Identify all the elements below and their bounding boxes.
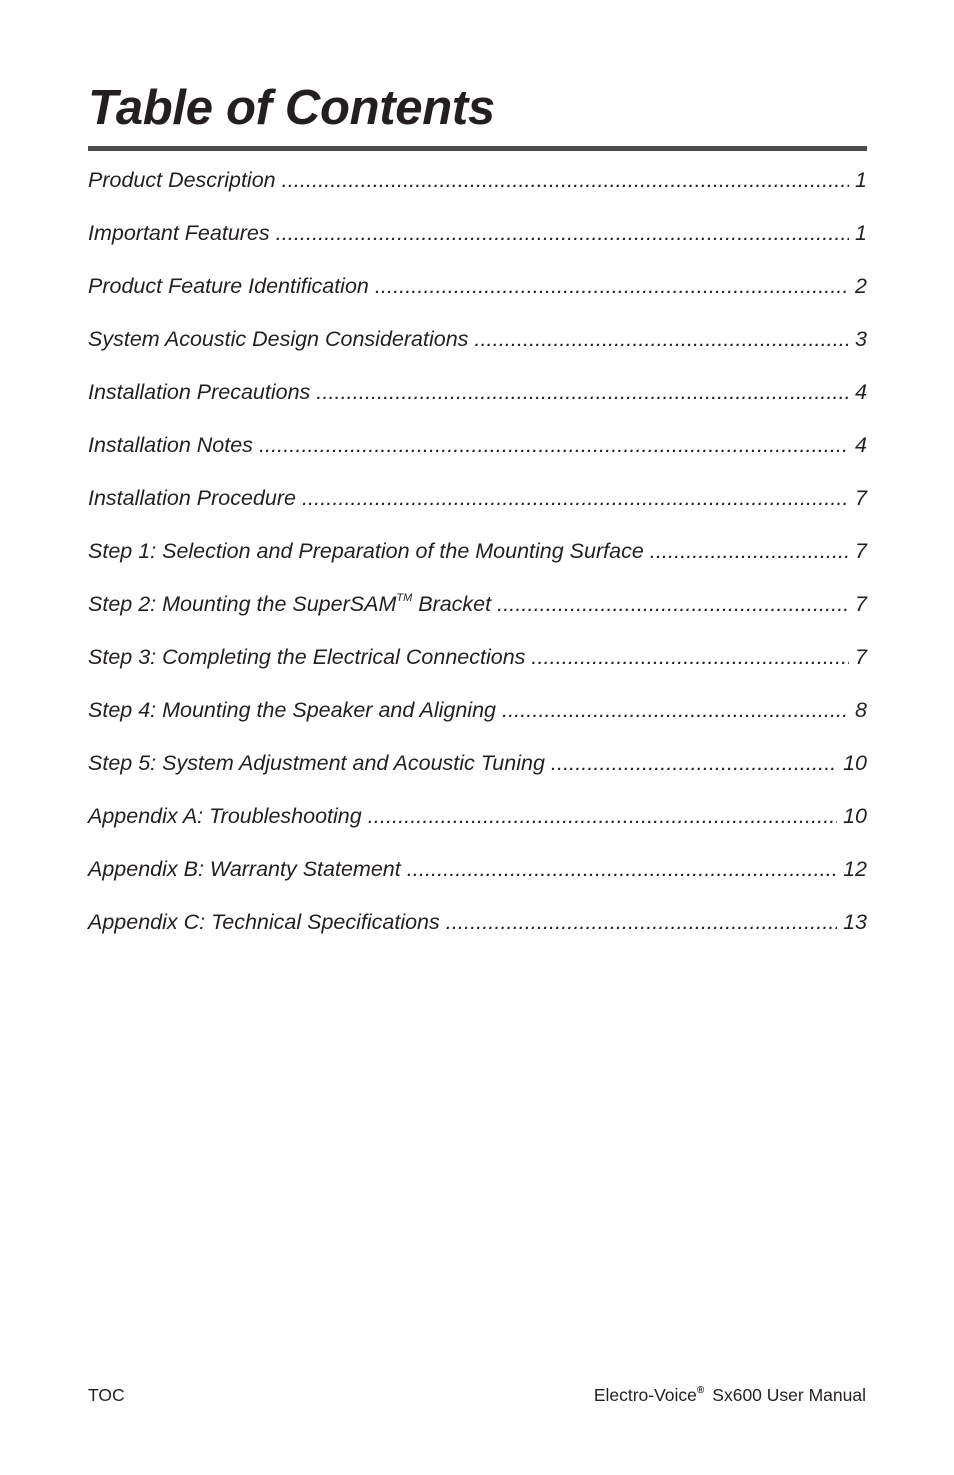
toc-dot-leader [551, 749, 837, 777]
toc-entry-title: Installation Notes [88, 433, 253, 457]
toc-entry-installation-procedure[interactable] [88, 472, 867, 525]
toc-entry-title-main: Step 2: Mounting the SuperSAM [88, 592, 397, 616]
toc-page-number: 10 [843, 804, 867, 828]
footer-section-label: TOC [88, 1385, 125, 1405]
toc-page-number: 7 [855, 592, 867, 616]
toc-page-number: 12 [843, 857, 867, 881]
toc-page-number: 7 [855, 645, 867, 669]
toc-dot-leader [650, 537, 849, 565]
toc-page-number: 8 [855, 698, 867, 722]
toc-page-number: 3 [855, 327, 867, 351]
toc-page-number: 13 [843, 910, 867, 934]
toc-dot-leader [474, 325, 849, 353]
toc-entry-step-5[interactable] [88, 737, 867, 790]
toc-dot-leader [368, 802, 837, 830]
toc-page-number: 1 [855, 221, 867, 245]
toc-dot-leader [531, 643, 849, 671]
toc-dot-leader [375, 272, 849, 300]
footer-manual-name: Sx600 User Manual [712, 1385, 866, 1405]
toc-page-number: 4 [855, 433, 867, 457]
toc-entry-title: Step 5: System Adjustment and Acoustic Tuning [88, 751, 545, 775]
toc-dot-leader [259, 431, 849, 459]
toc-entry-title: Product Feature Identification [88, 274, 369, 298]
toc-entry-step-3[interactable] [88, 631, 867, 684]
footer-brand: Electro-Voice [593, 1385, 697, 1405]
toc-page-number: 7 [855, 486, 867, 510]
toc-entry-title: Step 3: Completing the Electrical Connections [88, 645, 526, 669]
registered-mark: ® [696, 1385, 705, 1396]
toc-dot-leader [316, 378, 849, 406]
toc-dot-leader [302, 484, 849, 512]
toc-entry-title: Appendix A: Troubleshooting [88, 804, 362, 828]
toc-page-number: 1 [855, 168, 867, 192]
footer-manual-title [594, 1383, 866, 1407]
toc-entry-title: Appendix C: Technical Specifications [88, 910, 440, 934]
toc-dot-leader [446, 908, 837, 936]
toc-entry-title: Installation Precautions [88, 380, 311, 404]
toc-entry-product-description[interactable] [88, 154, 867, 207]
trademark-mark: TM [396, 592, 413, 604]
toc-entry-title [88, 590, 491, 618]
toc-entry-appendix-b[interactable] [88, 843, 867, 896]
toc-entry-title: Step 1: Selection and Preparation of the Mounting Surface [88, 539, 644, 563]
toc-dot-leader [502, 696, 849, 724]
toc-page-number: 10 [843, 751, 867, 775]
toc-entry-step-1[interactable] [88, 525, 867, 578]
toc-entry-system-acoustic-design[interactable] [88, 313, 867, 366]
toc-entry-appendix-c[interactable] [88, 896, 867, 949]
toc-entry-appendix-a[interactable] [88, 790, 867, 843]
toc-entry-title-rest: Bracket [412, 592, 492, 616]
toc-entry-title: Important Features [88, 221, 270, 245]
toc-entry-title: Appendix B: Warranty Statement [88, 857, 401, 881]
toc-entry-step-2[interactable] [88, 578, 867, 631]
toc-entry-title: Step 4: Mounting the Speaker and Aligning [88, 698, 496, 722]
toc-entry-product-feature-identification[interactable] [88, 260, 867, 313]
toc-entry-title: Product Description [88, 168, 276, 192]
toc-entry-installation-precautions[interactable] [88, 366, 867, 419]
toc-page-number: 7 [855, 539, 867, 563]
toc-list [88, 154, 867, 949]
toc-dot-leader [407, 855, 837, 883]
toc-entry-installation-notes[interactable] [88, 419, 867, 472]
toc-page-number: 4 [855, 380, 867, 404]
toc-page-number: 2 [855, 274, 867, 298]
page-title: Table of Contents [88, 81, 495, 135]
toc-entry-title: Installation Procedure [88, 486, 296, 510]
toc-entry-important-features[interactable] [88, 207, 867, 260]
title-divider [88, 146, 867, 151]
toc-entry-step-4[interactable] [88, 684, 867, 737]
toc-dot-leader [282, 166, 849, 194]
toc-entry-title: System Acoustic Design Considerations [88, 327, 469, 351]
toc-dot-leader [276, 219, 849, 247]
toc-dot-leader [497, 590, 849, 618]
